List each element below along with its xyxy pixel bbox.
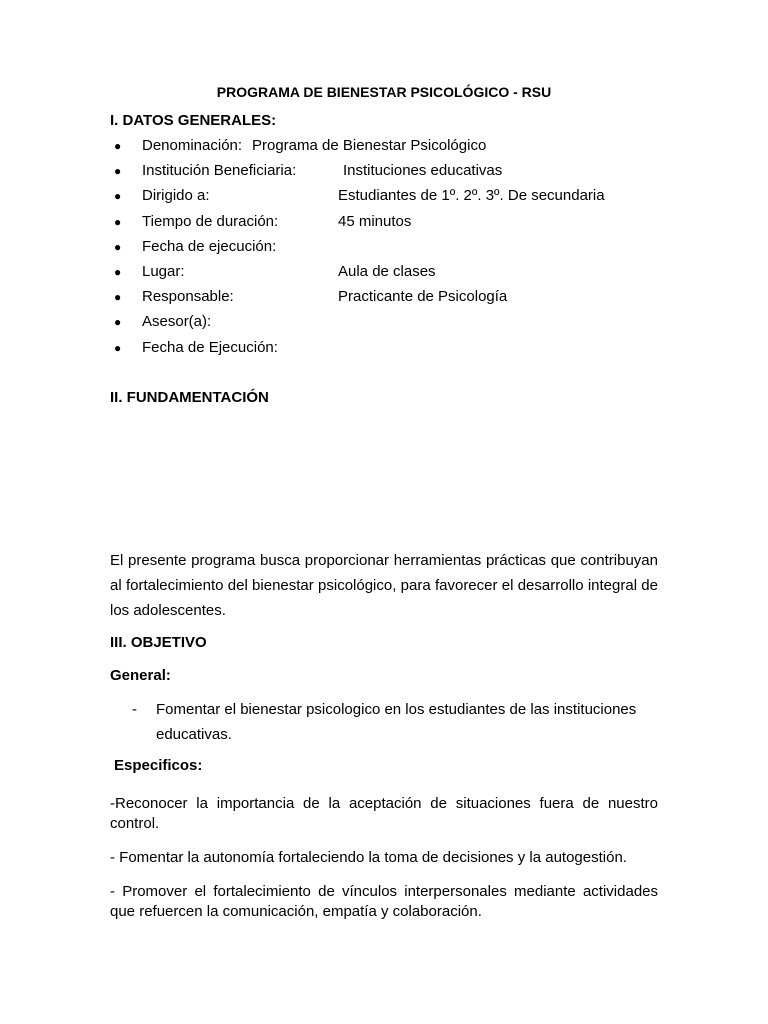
item-label: Dirigido a: [142,187,210,205]
item-value: Instituciones educativas [343,162,503,180]
specific-objective-3: - Promover el fortalecimiento de vínculos interpersonales mediante actividades que refuercen la comunicación, empatía y colaboración. [110,883,658,920]
section-heading-datos-generales: I. DATOS GENERALES: [110,112,277,129]
bullet-icon: ● [114,189,122,204]
bullet-icon: ● [114,139,122,153]
specific-objective-1: -Reconocer la importancia de la aceptación de situaciones fuera de nuestro control. [110,795,658,832]
bullet-icon: ● [114,164,122,179]
list-item [110,237,670,262]
item-label: Lugar: [142,262,185,280]
bullet-icon: ● [114,340,122,355]
section-heading-fundamentacion: II. FUNDAMENTACIÓN [110,389,269,406]
item-label: Denominación: [142,137,243,154]
document-title: PROGRAMA DE BIENESTAR PSICOLÓGICO - RSU [216,84,552,100]
list-item [110,136,670,161]
dash-marker: - [132,701,137,718]
item-value: Practicante de Psicología [338,288,508,306]
list-item [110,262,670,287]
list-item [110,312,670,337]
item-value: Aula de clases [338,262,436,280]
list-item [110,186,670,211]
bullet-icon: ● [114,264,122,279]
specific-heading: Especificos: [114,757,203,774]
item-value: Estudiantes de 1º. 2º. 3º. De secundaria [338,187,605,205]
bullet-icon: ● [114,290,122,305]
item-label: Fecha de ejecución: [142,237,277,255]
item-label: Institución Beneficiaria: [142,162,297,180]
list-item [110,161,670,186]
section-heading-objetivo: III. OBJETIVO [110,634,207,651]
item-label: Asesor(a): [142,313,212,331]
list-item [110,287,670,312]
item-value: Programa de Bienestar Psicológico [252,137,487,154]
datos-generales-list [110,136,670,363]
general-objective-text: Fomentar el bienestar psicologico en los estudiantes de las instituciones educativas. [156,701,637,743]
list-item [110,338,670,363]
item-value: 45 minutos [338,212,412,230]
bullet-icon: ● [114,315,122,330]
item-label: Fecha de Ejecución: [142,338,278,356]
general-heading: General: [110,667,171,684]
fundamentacion-paragraph: El presente programa busca proporcionar herramientas prácticas que contribuyan al fortalecimiento del bienestar psicológico, para favorecer el desarrollo integral de los adolescentes. [110,552,658,619]
item-label: Tiempo de duración: [142,212,279,230]
bullet-icon: ● [114,239,122,254]
list-item [110,212,670,237]
bullet-icon: ● [114,214,122,229]
item-label: Responsable: [142,288,234,306]
specific-objective-2: - Fomentar la autonomía fortaleciendo la toma de decisiones y la autogestión. [110,849,627,866]
